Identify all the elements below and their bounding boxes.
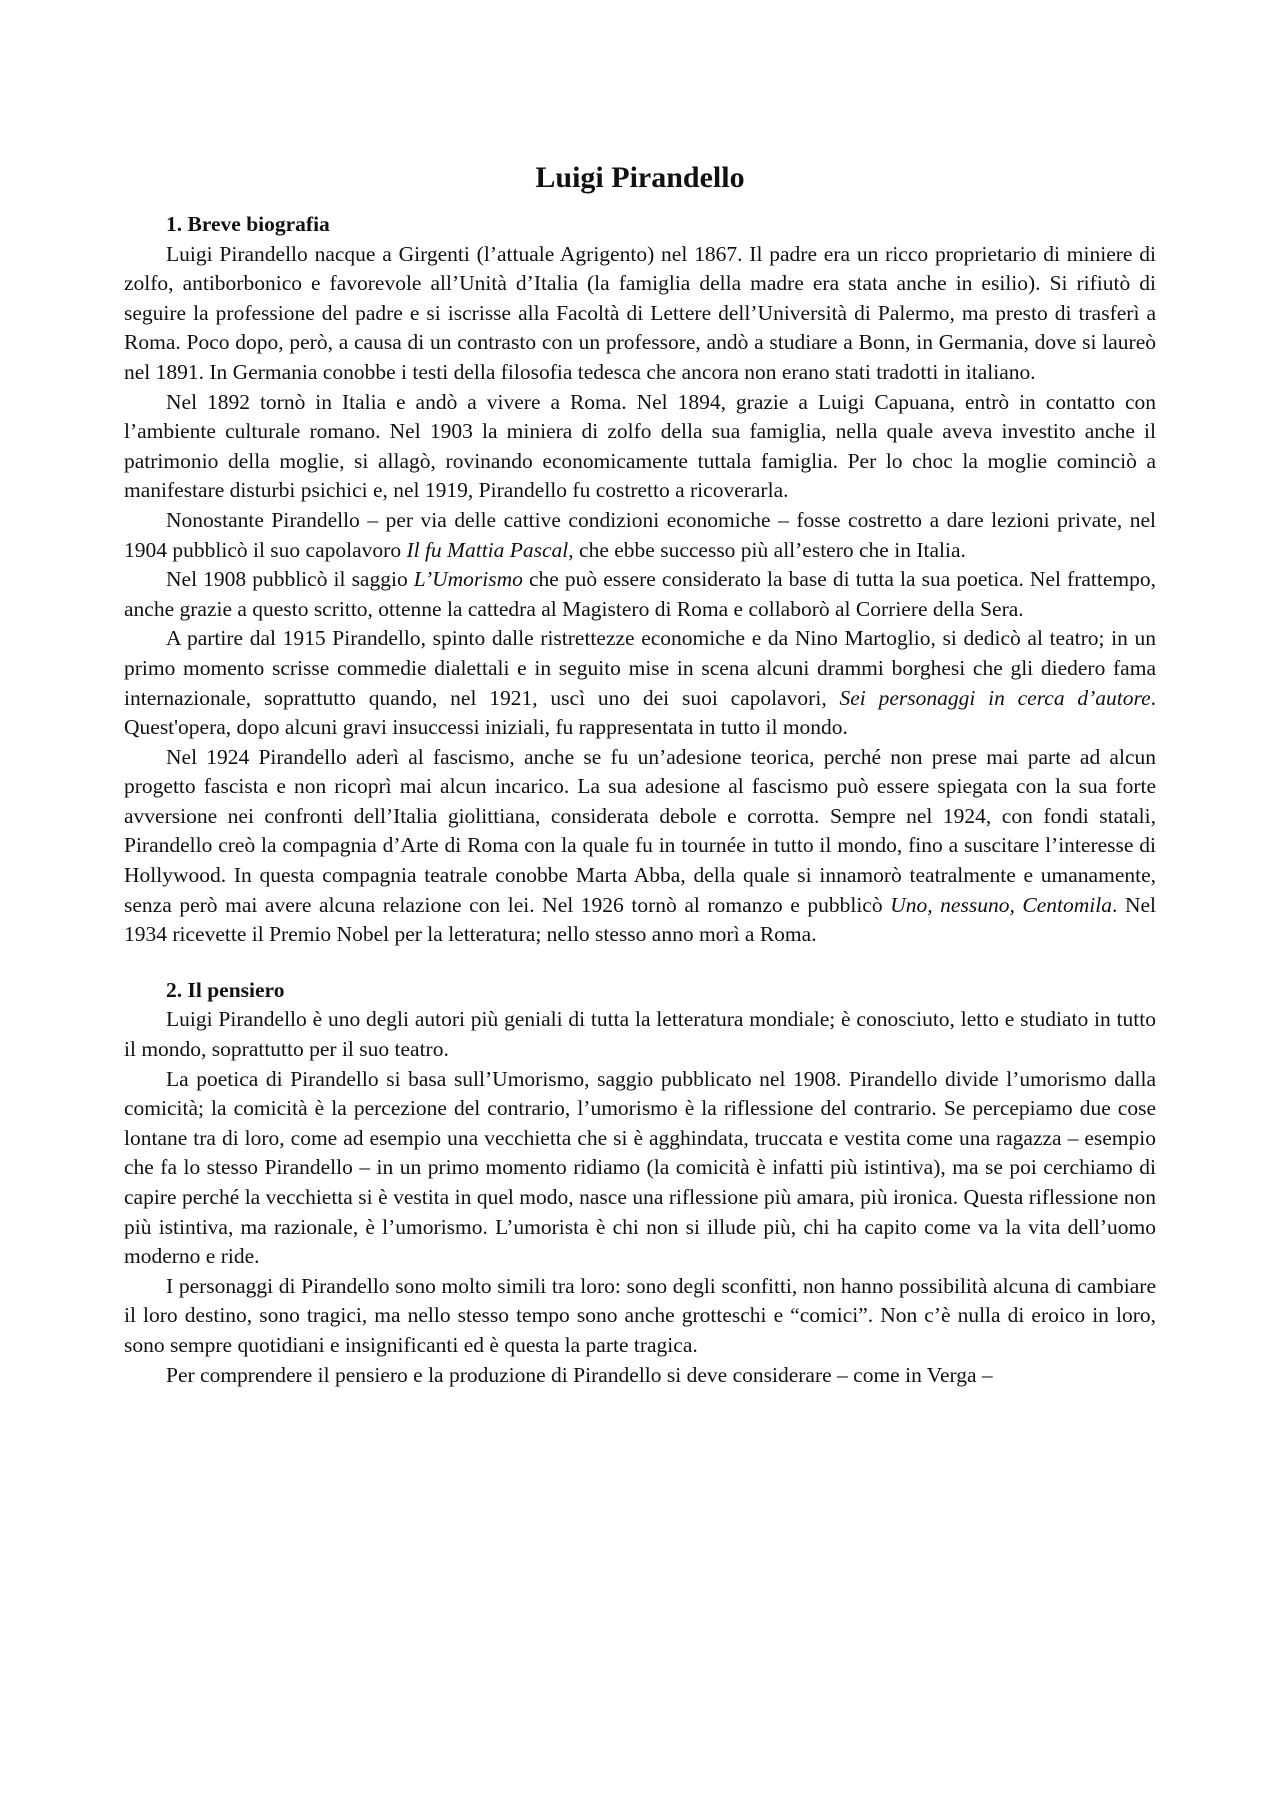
- paragraph: [124, 388, 1156, 506]
- paragraph-text: Nel 1892 tornò in Italia e andò a vivere a Roma. Nel 1894, grazie a Luigi Capuana, entrò in contatto con l’ambiente culturale romano. Nel 1903 la miniera di zolfo della sua famiglia, nella quale aveva investito anche il patrimonio della moglie, si allagò, rovinando economicamente tuttala famiglia. Per lo choc la moglie cominciò a manifestare disturbi psichici e, nel 1919, Pirandello fu costretto a ricoverarla.: [124, 389, 1156, 503]
- paragraph-text: I personaggi di Pirandello sono molto simili tra loro: sono degli sconfitti, non hanno possibilità alcuna di cambiare il loro destino, sono tragici, ma nello stesso tempo sono anche grotteschi e “comici”. Non c’è nulla di eroico in loro, sono sempre quotidiani e insignificanti ed è questa la parte tragica.: [124, 1273, 1156, 1357]
- paragraph-text: Luigi Pirandello nacque a Girgenti (l’attuale Agrigento) nel 1867. Il padre era un ricco proprietario di miniere di zolfo, antiborbonico e favorevole all’Unità d’Italia (la famiglia della madre era stata anche in esilio). Si rifiutò di seguire la professione del padre e si iscrisse alla Facoltà di Lettere dell’Università di Palermo, ma presto di trasferì a Roma. Poco dopo, però, a causa di un contrasto con un professore, andò a studiare a Bonn, in Germania, dove si laureò nel 1891. In Germania conobbe i testi della filosofia tedesca che ancora non erano stati tradotti in italiano.: [124, 241, 1156, 384]
- paragraph-text: Per comprendere il pensiero e la produzione di Pirandello si deve considerare – come in Verga –: [166, 1362, 993, 1387]
- paragraph: [124, 1005, 1156, 1064]
- section-heading: 2. Il pensiero: [166, 977, 285, 1002]
- paragraph: [124, 743, 1156, 950]
- document-body: [124, 210, 1156, 1390]
- paragraph: [124, 565, 1156, 624]
- paragraph-text: che può essere considerato la base di tutta la sua poetica. Nel frattempo, anche grazie a questo scritto, ottenne la cattedra al Magistero di Roma e collaborò al Corriere della Sera.: [124, 567, 1156, 621]
- italic-title-text: Uno, nessuno, Centomila: [890, 892, 1112, 917]
- paragraph-text: Nel 1908 pubblicò il saggio: [166, 567, 414, 592]
- paragraph-text: La poetica di Pirandello si basa sull’Umorismo, saggio pubblicato nel 1908. Pirandello divide l’umorismo dalla comicità; la comicità è la percezione del contrario, l’umorismo è la riflessione del contrario. Se percepiamo due cose lontane tra di loro, come ad esempio una vecchietta che si è agghindata, truccata e vestita come una ragazza – esempio che fa lo stesso Pirandello – in un primo momento ridiamo (la comicità è infatti più istintiva), ma se poi cerchiamo di capire perché la vecchietta si è vestita in quel modo, nasce una riflessione più amara, più ironica. Questa riflessione non più istintiva, ma razionale, è l’umorismo. L’umorista è chi non si illude più, chi ha capito come va la vita dell’uomo moderno e ride.: [124, 1066, 1156, 1269]
- paragraph: [124, 1361, 1156, 1391]
- paragraph: [124, 624, 1156, 742]
- section-gap: [124, 950, 1156, 976]
- document-page: [124, 158, 1156, 1390]
- italic-title-text: L’Umorismo: [413, 567, 523, 592]
- paragraph-text: Nonostante Pirandello – per via delle cattive condizioni economiche – fosse costretto a dare lezioni private, nel 1904 pubblicò il suo capolavoro: [124, 507, 1156, 562]
- paragraph-text: . Quest'opera, dopo alcuni gravi insuccessi iniziali, fu rappresentata in tutto il mondo.: [124, 685, 1156, 740]
- paragraph-text: Luigi Pirandello è uno degli autori più geniali di tutta la letteratura mondiale; è conosciuto, letto e studiato in tutto il mondo, soprattutto per il suo teatro.: [124, 1007, 1156, 1062]
- paragraph-text: A partire dal 1915 Pirandello, spinto dalle ristrettezze economiche e da Nino Martoglio, si dedicò al teatro; in un primo momento scrisse commedie dialettali e in seguito mise in scena alcuni drammi borghesi che gli diedero fama internazionale, soprattutto quando, nel 1921, uscì uno dei suoi capolavori,: [124, 626, 1156, 710]
- paragraph: [124, 506, 1156, 565]
- italic-title-text: Sei personaggi in cerca d’autore: [839, 685, 1151, 710]
- paragraph: [124, 1272, 1156, 1361]
- section-heading: 1. Breve biografia: [166, 212, 330, 236]
- paragraph-text: . Nel 1934 ricevette il Premio Nobel per la letteratura; nello stesso anno morì a Roma.: [124, 892, 1156, 947]
- paragraph-text: Nel 1924 Pirandello aderì al fascismo, anche se fu un’adesione teorica, perché non prese mai parte ad alcun progetto fascista e non ricoprì mai alcun incarico. La sua adesione al fascismo può essere spiegata con la sua forte avversione nei confronti dell’Italia giolittiana, considerata debole e corrotta. Sempre nel 1924, con fondi statali, Pirandello creò la compagnia d’Arte di Roma con la quale fu in tournée in tutto il mondo, fino a suscitare l’interesse di Hollywood. In questa compagnia teatrale conobbe Marta Abba, della quale si innamorò teatralmente e umanamente, senza però mai avere alcuna relazione con lei. Nel 1926 tornò al romanzo e pubblicò: [124, 744, 1156, 917]
- document-title: Luigi Pirandello: [535, 161, 745, 194]
- italic-title-text: Il fu Mattia Pascal: [406, 537, 569, 562]
- paragraph-text: , che ebbe successo più all’estero che in Italia.: [568, 537, 966, 562]
- paragraph: [124, 1065, 1156, 1272]
- paragraph: [124, 240, 1156, 388]
